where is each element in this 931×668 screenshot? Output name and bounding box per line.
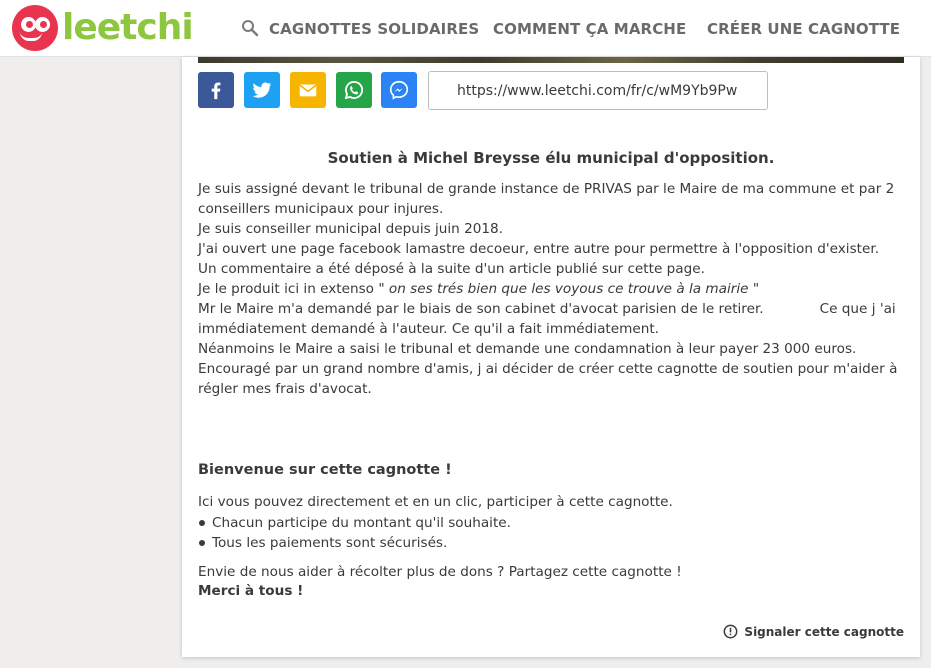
logo-mark-icon [12, 5, 58, 51]
warning-circle-icon [723, 624, 738, 639]
description-quote-line: Je le produit ici in extenso " on ses trés bien que les voyous ce trouve à la mairie " [198, 281, 760, 297]
description-line: régler mes frais d'avocat. [198, 381, 372, 397]
welcome-bullets [198, 513, 511, 553]
description-line: Encouragé par un grand nombre d'amis, j ai décider de créer cette cagnotte de soutien pour m'aider à [198, 361, 898, 377]
twitter-icon [251, 79, 273, 101]
description-line: J'ai ouvert une page facebook lamastre decoeur, entre autre pour permettre à l'opposition d'exister. [198, 241, 880, 257]
share-url-field[interactable]: https://www.leetchi.com/fr/c/wM9Yb9Pw [428, 71, 768, 110]
description-line: conseillers municipaux pour injures. [198, 201, 444, 217]
description-line: Je suis assigné devant le tribunal de grande instance de PRIVAS par le Maire de ma commune et par 2 [198, 181, 895, 197]
search-icon[interactable] [241, 19, 259, 37]
email-icon [297, 79, 319, 101]
list-item: Chacun participe du montant qu'il souhaite. [198, 513, 511, 533]
whatsapp-icon [343, 79, 365, 101]
campaign-description [198, 179, 902, 399]
share-messenger-button[interactable] [381, 72, 417, 108]
nav-creer-une-cagnotte[interactable]: CRÉER UNE CAGNOTTE [707, 20, 901, 38]
description-line: immédiatement demandé à l'auteur. Ce qu'il a fait immédiatement. [198, 321, 659, 337]
quoted-comment: on ses trés bien que les voyous ce trouve à la mairie [384, 281, 749, 297]
facebook-icon [205, 79, 227, 101]
share-twitter-button[interactable] [244, 72, 280, 108]
welcome-intro: Ici vous pouvez directement et en un clic, participer à cette cagnotte. [198, 494, 673, 510]
report-label: Signaler cette cagnotte [744, 624, 904, 639]
description-line: Néanmoins le Maire a saisi le tribunal et demande une condamnation à leur payer 23 000 euros. [198, 341, 857, 357]
share-facebook-button[interactable] [198, 72, 234, 108]
thanks-text: Merci à tous ! [198, 583, 304, 599]
share-email-button[interactable] [290, 72, 326, 108]
description-line: Mr le Maire m'a demandé par le biais de son cabinet d'avocat parisien de le retirer. Ce que j 'ai [198, 301, 896, 317]
logo-wordmark: leetchi [62, 7, 193, 48]
report-campaign-link[interactable] [723, 624, 904, 639]
campaign-banner-image [198, 57, 904, 63]
nav-cagnottes-solidaires[interactable]: CAGNOTTES SOLIDAIRES [269, 20, 480, 38]
share-invite-text: Envie de nous aider à récolter plus de dons ? Partagez cette cagnotte ! [198, 564, 682, 580]
share-whatsapp-button[interactable] [336, 72, 372, 108]
messenger-icon [388, 79, 410, 101]
description-line: Un commentaire a été déposé à la suite d'un article publié sur cette page. [198, 261, 705, 277]
list-item: Tous les paiements sont sécurisés. [198, 533, 511, 553]
leetchi-logo[interactable] [12, 5, 197, 51]
site-header [0, 0, 931, 57]
welcome-title: Bienvenue sur cette cagnotte ! [198, 462, 452, 478]
campaign-card [182, 57, 920, 657]
campaign-title: Soutien à Michel Breysse élu municipal d'opposition. [327, 149, 775, 167]
description-line: Je suis conseiller municipal depuis juin 2018. [198, 221, 504, 237]
nav-comment-ca-marche[interactable]: COMMENT ÇA MARCHE [493, 20, 687, 38]
